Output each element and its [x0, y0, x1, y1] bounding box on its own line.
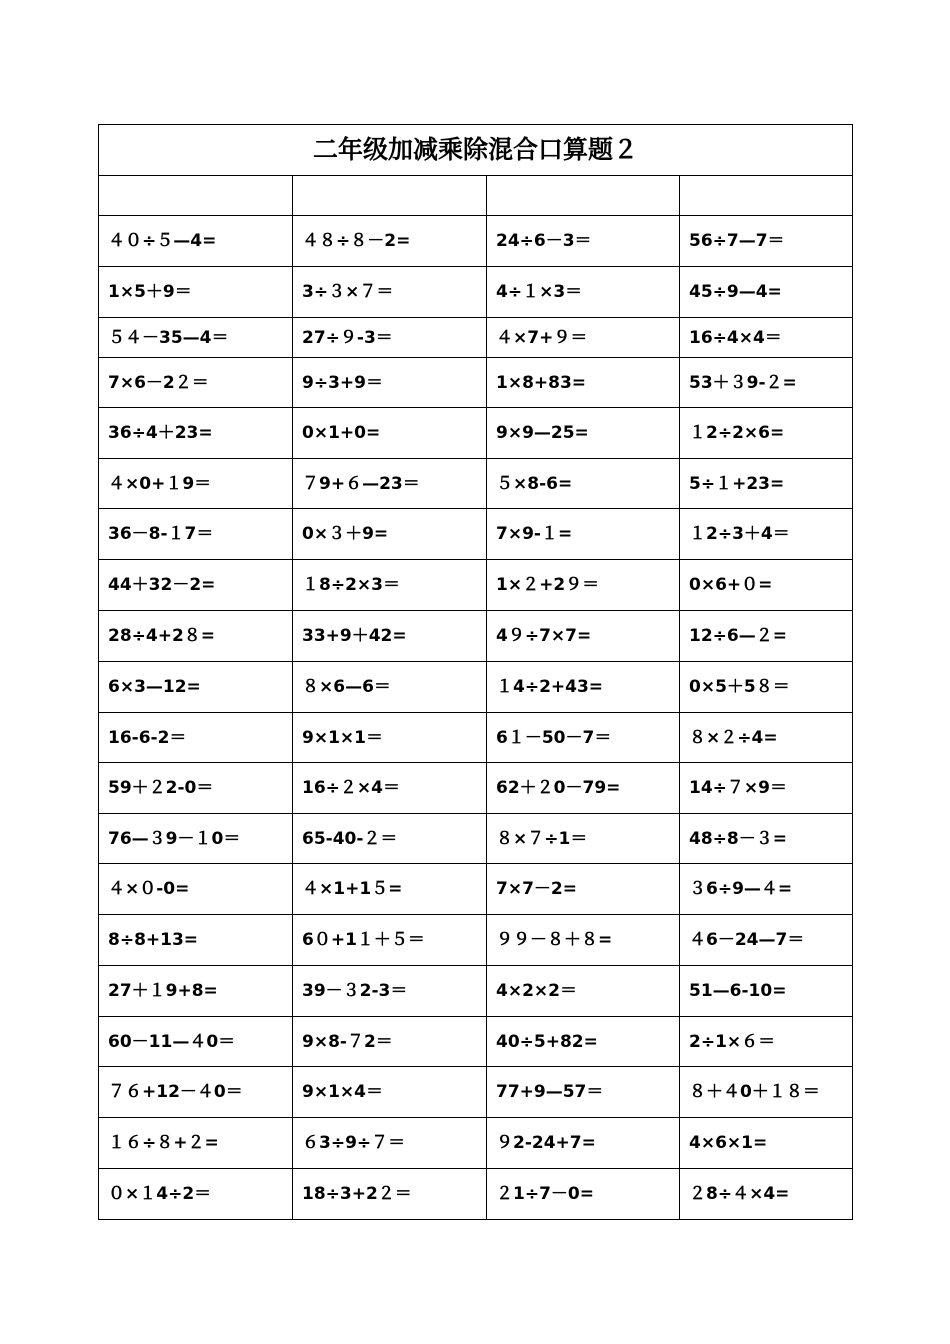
worksheet-table	[98, 124, 853, 1220]
problem-cell: 9×9—25=	[487, 408, 680, 459]
problem-cell: ５×8-6=	[487, 459, 680, 509]
problem-cell: 48÷8－３=	[680, 814, 853, 864]
problem-row	[99, 560, 853, 611]
problem-cell: 0×6+０=	[680, 560, 853, 611]
problem-cell: ６3÷9÷７＝	[293, 1118, 487, 1169]
problem-cell: ９９－８＋８=	[487, 915, 680, 966]
problem-cell: 1×２+2９＝	[487, 560, 680, 611]
problem-cell: 7×7－2=	[487, 864, 680, 915]
problem-row	[99, 1118, 853, 1169]
problem-cell: ０×１4÷2＝	[99, 1169, 293, 1220]
problem-cell: 39－３2-3＝	[293, 966, 487, 1017]
title-row	[99, 125, 853, 176]
problem-cell: 56÷7—7＝	[680, 216, 853, 267]
problem-cell: 65-40-２＝	[293, 814, 487, 864]
problem-cell: 18÷3+2２＝	[293, 1169, 487, 1220]
problem-row	[99, 662, 853, 713]
problem-cell: 9÷3+9＝	[293, 358, 487, 408]
problem-cell: 3÷３×７＝	[293, 267, 487, 318]
problem-cell: 8÷8+13=	[99, 915, 293, 966]
problem-row	[99, 611, 853, 662]
problem-cell: 40÷5+82=	[487, 1017, 680, 1067]
problem-cell: 0×３＋9=	[293, 509, 487, 560]
problem-cell: ３6÷9—４=	[680, 864, 853, 915]
problem-cell: 2÷1×６＝	[680, 1017, 853, 1067]
problem-cell: 51—6-10=	[680, 966, 853, 1017]
problem-cell: 76—３9－１0＝	[99, 814, 293, 864]
problem-cell: １６÷８+２=	[99, 1118, 293, 1169]
blank-cell	[293, 176, 487, 216]
problem-cell: １8÷2×3＝	[293, 560, 487, 611]
blank-cell	[99, 176, 293, 216]
problem-cell: ４×7+９＝	[487, 318, 680, 358]
problem-cell: 9×1×4＝	[293, 1067, 487, 1118]
problem-cell: 6１－50－7＝	[487, 713, 680, 763]
problem-cell: ４８÷８－2=	[293, 216, 487, 267]
problem-row	[99, 318, 853, 358]
problem-cell: 1×5＋9＝	[99, 267, 293, 318]
problem-cell: 12÷6—２=	[680, 611, 853, 662]
problem-cell: 44＋32－2=	[99, 560, 293, 611]
worksheet-title: 二年级加减乘除混合口算题２	[99, 125, 853, 176]
problem-cell: 59＋２2-0＝	[99, 763, 293, 814]
blank-row	[99, 176, 853, 216]
problem-cell: 0×1+0=	[293, 408, 487, 459]
problem-row	[99, 216, 853, 267]
problem-row	[99, 864, 853, 915]
problem-cell: 45÷9—4=	[680, 267, 853, 318]
problem-cell: 0×5＋5８＝	[680, 662, 853, 713]
problem-cell: ４×0+１9＝	[99, 459, 293, 509]
problem-cell: 27÷９-3＝	[293, 318, 487, 358]
problem-cell: ７9+６—23＝	[293, 459, 487, 509]
problem-row	[99, 966, 853, 1017]
problem-cell: ８×6—6＝	[293, 662, 487, 713]
problem-cell: ４×０-0=	[99, 864, 293, 915]
problem-cell: 36－8-１7＝	[99, 509, 293, 560]
problem-cell: 7×9-１=	[487, 509, 680, 560]
problem-cell: 36÷4＋23=	[99, 408, 293, 459]
problem-row	[99, 1169, 853, 1220]
problem-cell: 6０+1１＋５＝	[293, 915, 487, 966]
problem-cell: ４０÷５—4=	[99, 216, 293, 267]
problem-cell: 77+9—57＝	[487, 1067, 680, 1118]
problem-cell: ９2-24+7=	[487, 1118, 680, 1169]
problem-cell: 4９÷7×7=	[487, 611, 680, 662]
problem-cell: 7×6－2２＝	[99, 358, 293, 408]
problem-row	[99, 1017, 853, 1067]
problem-cell: 62＋２0－79=	[487, 763, 680, 814]
problem-cell: 5÷１+23=	[680, 459, 853, 509]
problem-cell: 27＋１9+8=	[99, 966, 293, 1017]
problem-cell: ２1÷7－0=	[487, 1169, 680, 1220]
problem-row	[99, 713, 853, 763]
problem-cell: ２8÷４×4=	[680, 1169, 853, 1220]
blank-cell	[680, 176, 853, 216]
problem-cell: 6×3—12=	[99, 662, 293, 713]
problem-cell: 9×8-７2＝	[293, 1017, 487, 1067]
problem-cell: １2÷2×6=	[680, 408, 853, 459]
problem-cell: １2÷3＋4＝	[680, 509, 853, 560]
problem-cell: 24÷6－3＝	[487, 216, 680, 267]
problem-cell: 16-6-2＝	[99, 713, 293, 763]
blank-cell	[487, 176, 680, 216]
problem-cell: 14÷７×9＝	[680, 763, 853, 814]
problem-cell: ８＋４0＋１８＝	[680, 1067, 853, 1118]
problem-row	[99, 763, 853, 814]
problem-row	[99, 915, 853, 966]
problem-cell: 4÷１×3＝	[487, 267, 680, 318]
problem-cell: ８×２÷4=	[680, 713, 853, 763]
problem-row	[99, 1067, 853, 1118]
problem-cell: 60－11—４0＝	[99, 1017, 293, 1067]
problem-cell: ８×７÷1＝	[487, 814, 680, 864]
problem-cell: 16÷２×4＝	[293, 763, 487, 814]
problem-cell: 53＋３9-２=	[680, 358, 853, 408]
problem-row	[99, 267, 853, 318]
problem-cell: ５４－35—4＝	[99, 318, 293, 358]
problem-cell: ７６+12－４0＝	[99, 1067, 293, 1118]
problem-cell: 1×8+83=	[487, 358, 680, 408]
problem-row	[99, 408, 853, 459]
problem-cell: １4÷2+43=	[487, 662, 680, 713]
problem-cell: ４×1+1５=	[293, 864, 487, 915]
problem-cell: ４6－24—7＝	[680, 915, 853, 966]
problem-cell: 4×6×1=	[680, 1118, 853, 1169]
problem-row	[99, 814, 853, 864]
problem-cell: 33+9＋42=	[293, 611, 487, 662]
problem-cell: 16÷4×4＝	[680, 318, 853, 358]
problem-cell: 9×1×1＝	[293, 713, 487, 763]
problem-row	[99, 509, 853, 560]
problem-row	[99, 459, 853, 509]
problem-cell: 4×2×2＝	[487, 966, 680, 1017]
problem-cell: 28÷4+2８=	[99, 611, 293, 662]
problem-row	[99, 358, 853, 408]
